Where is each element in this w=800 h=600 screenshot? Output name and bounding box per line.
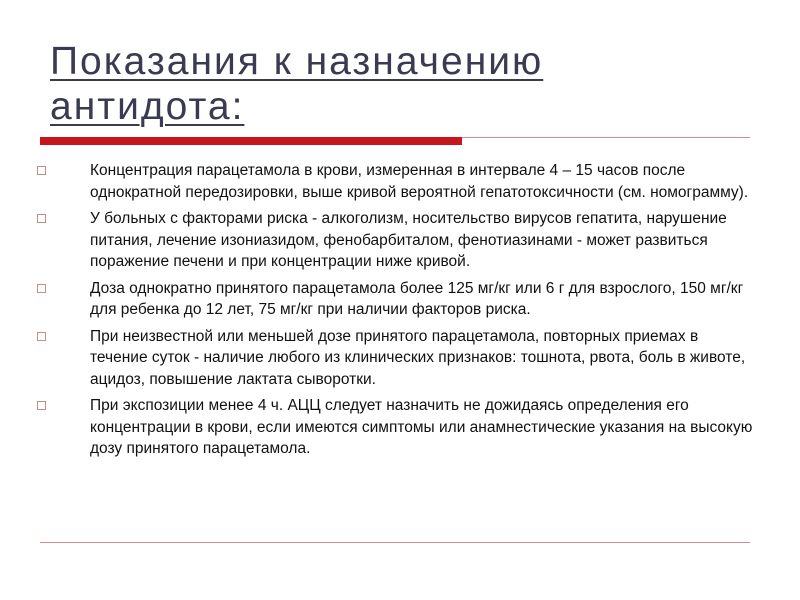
title-thin-rule [462, 137, 750, 138]
list-item [37, 326, 759, 391]
square-bullet-icon [37, 214, 46, 223]
bullet-text: При экспозиции менее 4 ч. АЦЦ следует назначить не дожидаясь определения его концентрации в крови, если имеются симптомы или анамнестические указания на высокую дозу принятого парацетамола. [90, 397, 753, 457]
list-item [37, 395, 759, 460]
square-bullet-icon [37, 166, 46, 175]
bullet-text: У больных с факторами риска - алкоголизм, носительство вирусов гепатита, нарушение питания, лечение изониазидом, фенобарбиталом, фенотиазинами - может развиться поражение печени и при концентрации ниже кривой. [90, 210, 727, 270]
square-bullet-icon [37, 284, 46, 293]
list-item [37, 278, 759, 321]
square-bullet-icon [37, 332, 46, 341]
list-item [37, 208, 759, 273]
list-item [37, 160, 759, 203]
slide-title: Показания к назначению антидота: [50, 40, 544, 128]
bullet-list [37, 160, 759, 465]
bottom-rule [40, 542, 750, 543]
square-bullet-icon [37, 401, 46, 410]
title-accent-rule [40, 137, 462, 145]
bullet-text: Доза однократно принятого парацетамола более 125 мг/кг или 6 г для взрослого, 150 мг/кг для ребенка до 12 лет, 75 мг/кг при наличии факторов риска. [90, 279, 744, 318]
bullet-text: Концентрация парацетамола в крови, измеренная в интервале 4 – 15 часов после однократной передозировки, выше кривой вероятной гепатотоксичности (см. номограмму). [90, 162, 749, 201]
bullet-text: При неизвестной или меньшей дозе принятого парацетамола, повторных приемах в течение суток - наличие любого из клинических признаков: тошнота, рвота, боль в животе, ацидоз, повышение лактата сыворотки. [90, 327, 746, 388]
